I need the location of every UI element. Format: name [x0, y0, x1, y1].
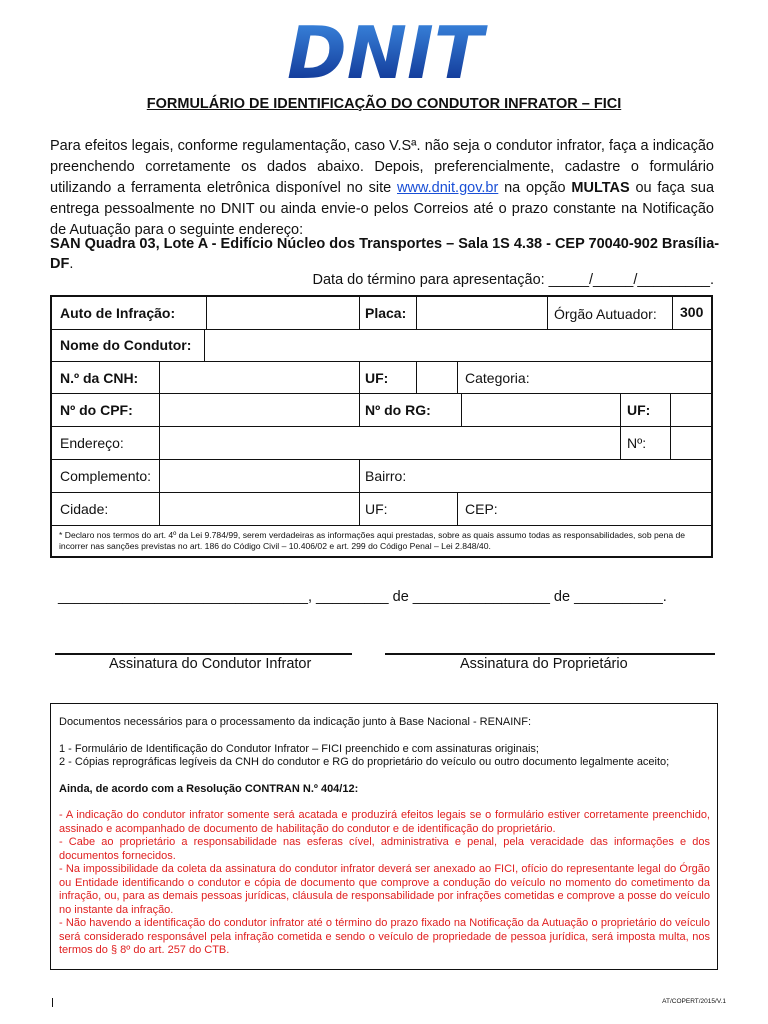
uf-cidade-label: UF:	[365, 501, 388, 517]
bairro-label: Bairro:	[365, 468, 407, 484]
endereco-label: Endereço:	[60, 435, 124, 451]
rule-item: - Cabe ao proprietário a responsabilidade nas esferas cível, administrativa e penal, pela veracidade das informações e dos documentos fornecidos.	[59, 836, 710, 862]
uf-rg-label: UF:	[627, 402, 651, 418]
rule-item: - A indicação do condutor infrator somente será acatada e produzirá efeitos legais se o formulário estiver corretamente preenchido, assinado e acompanhado de documento de habilitação do condutor e de identificação do proprietário.	[59, 809, 710, 835]
footer-code: AT/COPERT/2015/V.1	[662, 998, 726, 1005]
rule-item: - Não havendo a identificação do condutor infrator até o término do prazo fixado na Notificação da Autuação o proprietário do veículo será considerado responsável pela infração cometida e sendo o veículo de propriedade de pessoa jurídica, será imposta multa, nos termos do § 8º do art. 257 do CTB.	[59, 917, 710, 956]
required-documents-box	[50, 703, 718, 970]
proprietario-signature-line	[385, 653, 715, 655]
svg-text:DNIT: DNIT	[287, 16, 483, 86]
document-item: 2 - Cópias reprográficas legíveis da CNH do condutor e RG do proprietário do veículo ou outro documento legalmente aceito;	[59, 756, 670, 768]
complemento-label: Complemento:	[60, 468, 152, 484]
mailing-address: SAN Quadra 03, Lote A - Edifício Núcleo dos Transportes – Sala 1S 4.38 - CEP 70040-902 Brasília-DF.	[50, 236, 720, 272]
rg-label: Nº do RG:	[365, 402, 431, 418]
resolution-heading: Ainda, de acordo com a Resolução CONTRAN N.º 404/12:	[59, 782, 359, 795]
document-item: 1 - Formulário de Identificação do Condutor Infrator – FICI preenchido e com assinaturas originais;	[59, 742, 539, 755]
uf-cnh-label: UF:	[365, 370, 389, 386]
cidade-label: Cidade:	[60, 501, 109, 517]
auto-infracao-label: Auto de Infração:	[60, 305, 176, 321]
identification-form	[50, 295, 713, 558]
dnit-logo	[275, 16, 495, 86]
rule-item: - Na impossibilidade da coleta da assinatura do condutor infrator deverá ser anexado ao FICI, ofício do representante legal do Órgão ou Entidade identificando o condutor e cópia de documento que comprove a condução do veículo no momento do cometimento da infração, ou, para as demais pessoas jurídicas, cláusula de responsabilidade por infrações cometidas e comprove a posse do veículo no instante da infração.	[59, 863, 710, 916]
orgao-autuador-code: 300	[680, 304, 704, 320]
footer-mark	[52, 998, 53, 1007]
intro-paragraph: Para efeitos legais, conforme regulamentação, caso V.Sª. não seja o condutor infrator, faça a indicação preenchendo corretamente os dados abaixo. Depois, preferencialmente, cadastre o formulário utilizando a ferramenta eletrônica disponível no site www.dnit.gov.br na opção MULTAS ou faça sua entrega pessoalmente no DNIT ou ainda envie-o pelos Correios até o prazo constante na Notificação de Autuação para o seguinte endereço:	[50, 138, 715, 238]
placa-label: Placa:	[365, 305, 407, 321]
proprietario-signature-label: Assinatura do Proprietário	[460, 656, 628, 672]
numero-label: Nº:	[627, 435, 647, 451]
orgao-autuador-label: Órgão Autuador:	[554, 306, 657, 322]
documents-heading: Documentos necessários para o processamento da indicação junto à Base Nacional - RENAINF:	[59, 716, 532, 728]
condutor-signature-line	[55, 653, 352, 655]
cpf-label: Nº do CPF:	[60, 402, 133, 418]
place-date-line: _______________________________, _________ de _________________ de ___________.	[58, 589, 667, 605]
form-title: FORMULÁRIO DE IDENTIFICAÇÃO DO CONDUTOR INFRATOR – FICI	[146, 96, 622, 112]
categoria-label: Categoria:	[465, 370, 530, 386]
cep-label: CEP:	[465, 501, 498, 517]
cnh-label: N.º da CNH:	[60, 370, 139, 386]
deadline-line: Data do término para apresentação: _____/_____/_________.	[312, 272, 714, 288]
condutor-signature-label: Assinatura do Condutor Infrator	[109, 656, 312, 672]
dnit-website-link[interactable]: www.dnit.gov.br	[397, 180, 499, 196]
declaration-note: * Declaro nos termos do art. 4º da Lei 9.784/99, serem verdadeiras as informações aqui prestadas, sobre as quais assumo todas as responsabilidades, sob pena de incorrer nas sanções previstas no art. 186 do Código Civil – 10.406/02 e art. 299 do Código Penal – Lei 2.848/40.	[59, 530, 686, 551]
nome-condutor-label: Nome do Condutor:	[60, 337, 192, 353]
